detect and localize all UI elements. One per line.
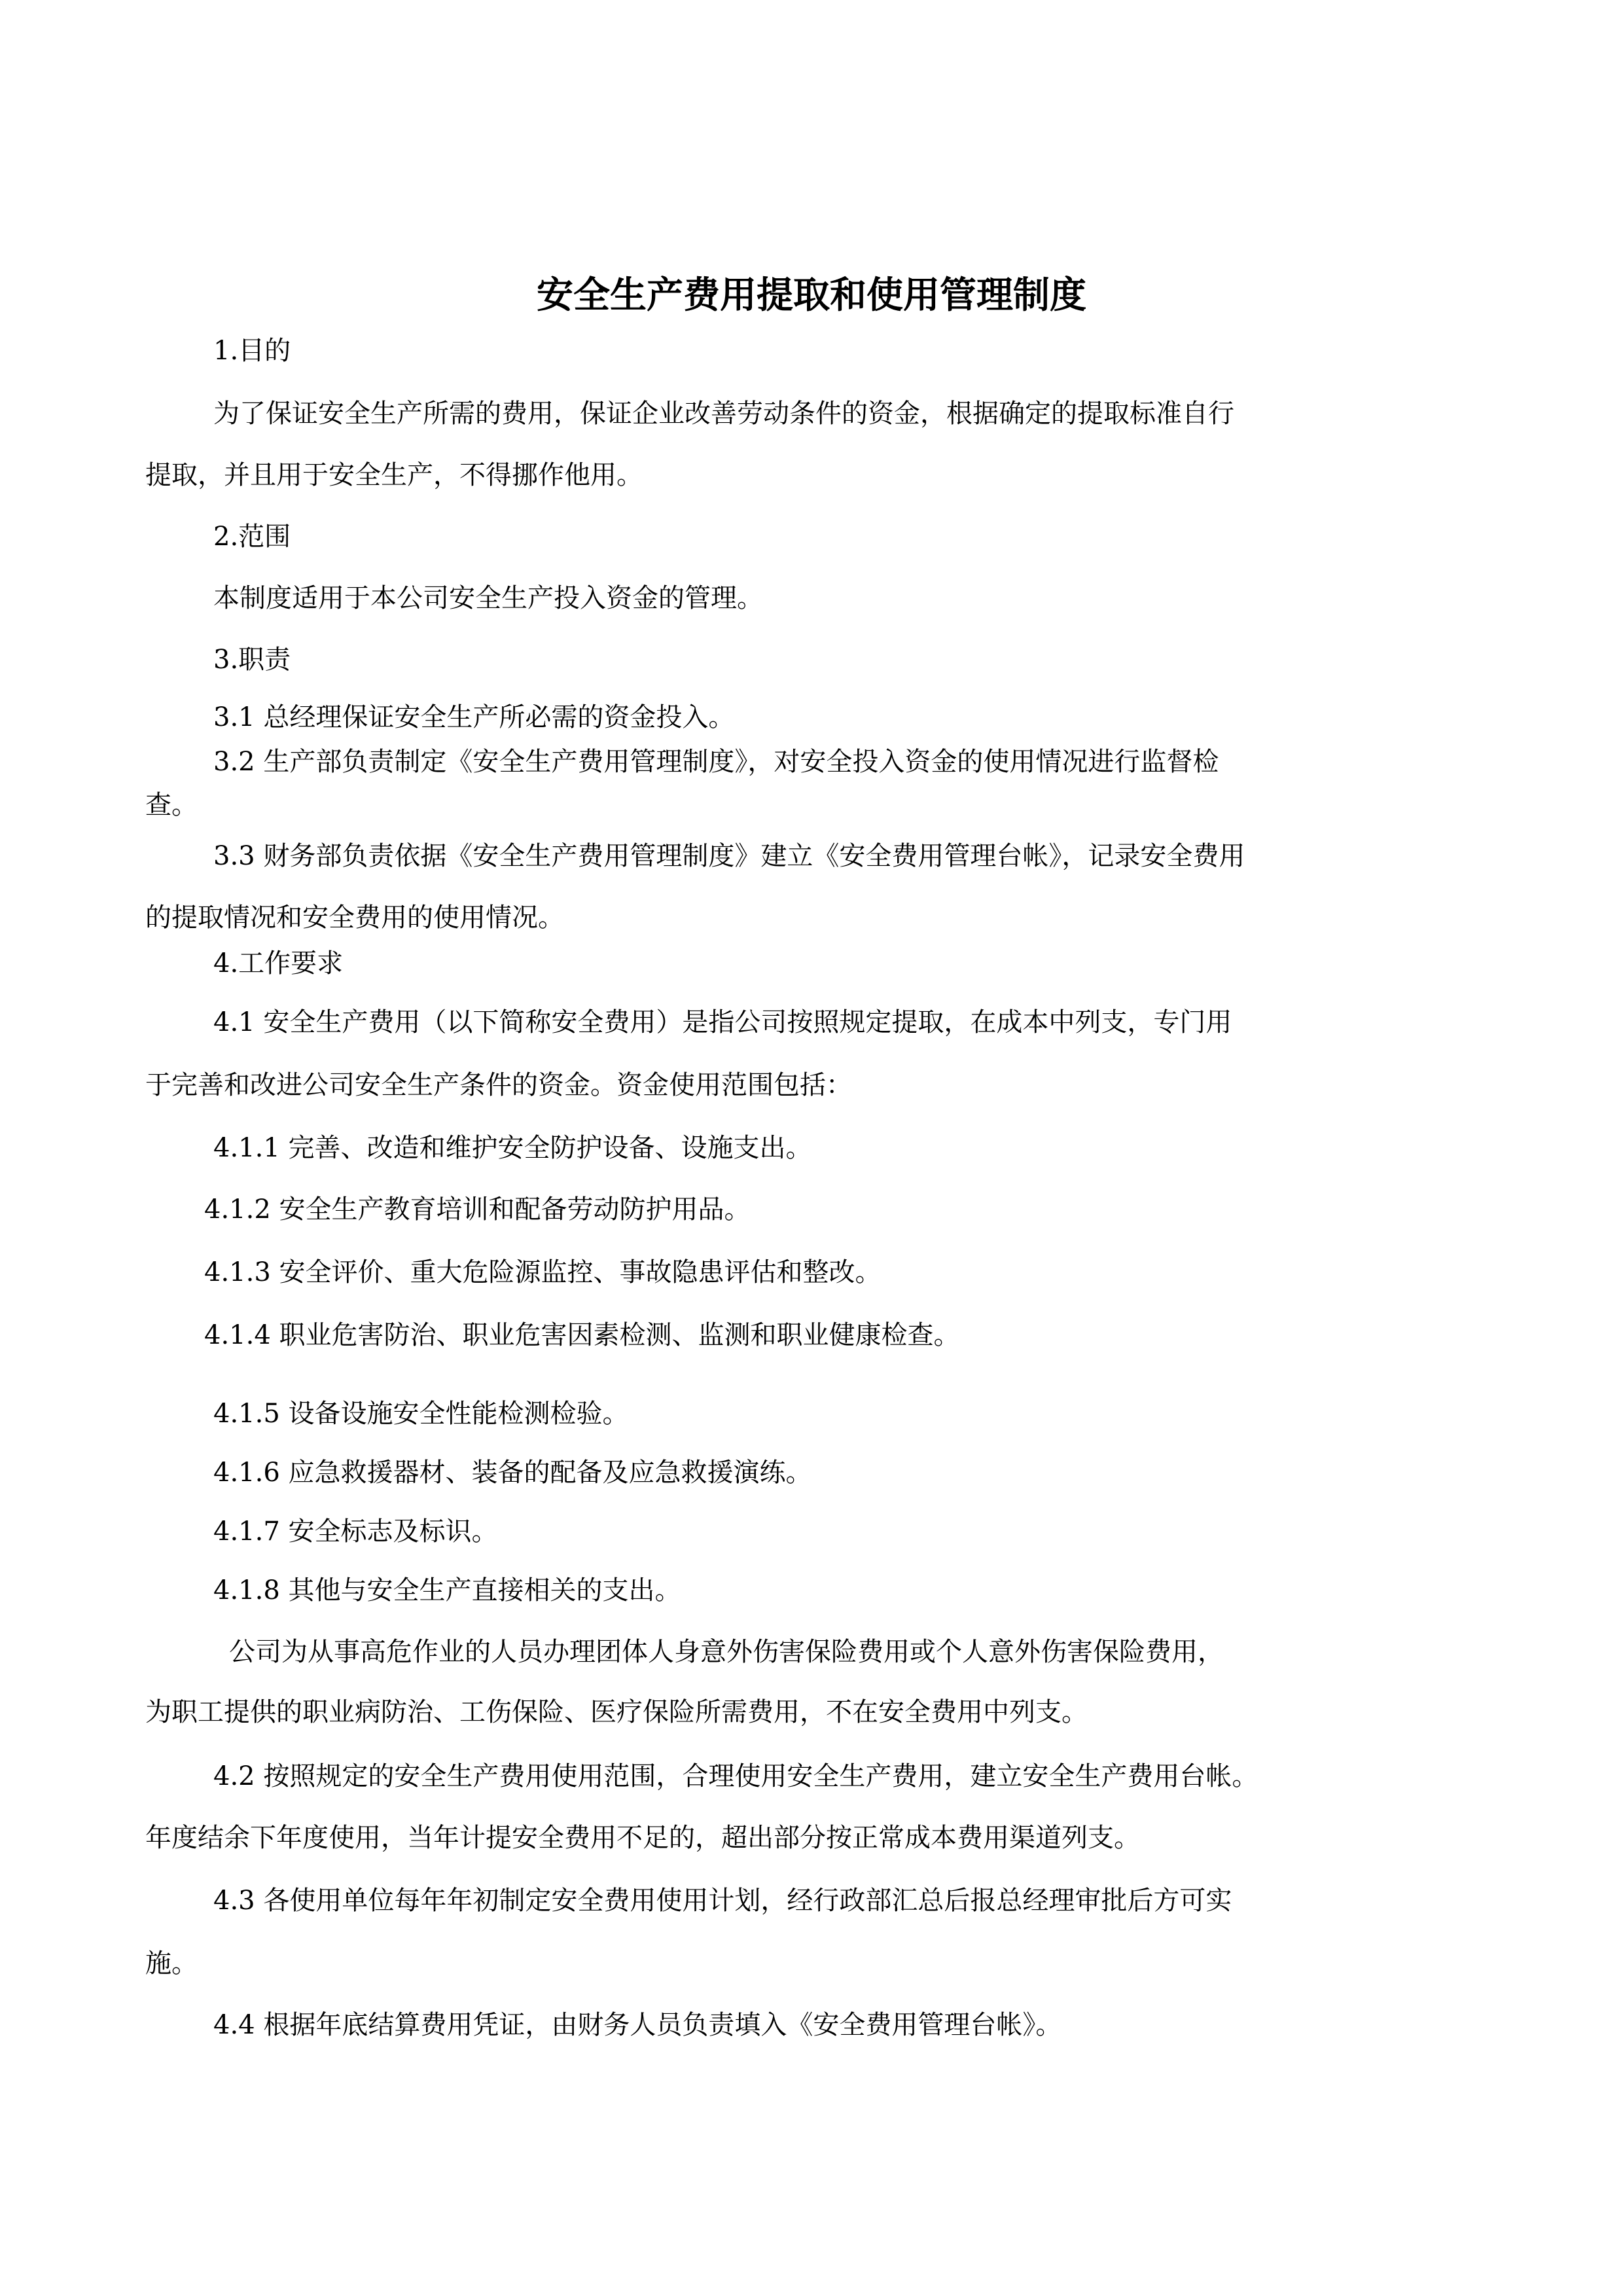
list-item: 4.4 根据年底结算费用凭证，由财务人员负责填入《安全费用管理台帐》。 — [213, 2010, 1062, 2040]
section-heading-scope: 2.范围 — [213, 522, 291, 552]
paragraph-line: 施。 — [145, 1948, 198, 1979]
paragraph-line: 查。 — [145, 790, 198, 820]
section-heading-requirements: 4.工作要求 — [213, 948, 344, 978]
paragraph-line: 提取，并且用于安全生产，不得挪作他用。 — [145, 460, 643, 490]
paragraph-line: 公司为从事高危作业的人员办理团体人身意外伤害保险费用或个人意外伤害保险费用， — [229, 1637, 1224, 1667]
list-item: 4.1.2 安全生产教育培训和配备劳动防护用品。 — [204, 1194, 751, 1225]
list-item: 4.1.4 职业危害防治、职业危害因素检测、监测和职业健康检查。 — [204, 1320, 960, 1350]
list-item: 4.1.8 其他与安全生产直接相关的支出。 — [213, 1575, 681, 1605]
list-item: 3.2 生产部负责制定《安全生产费用管理制度》，对安全投入资金的使用情况进行监督检 — [213, 747, 1219, 777]
list-item: 4.1.5 设备设施安全性能检测检验。 — [213, 1399, 629, 1429]
section-heading-duty: 3.职责 — [213, 645, 291, 675]
paragraph-line: 于完善和改进公司安全生产条件的资金。资金使用范围包括： — [145, 1070, 852, 1100]
paragraph-line: 的提取情况和安全费用的使用情况。 — [145, 903, 564, 933]
list-item: 4.3 各使用单位每年年初制定安全费用使用计划，经行政部汇总后报总经理审批后方可实 — [213, 1886, 1232, 1916]
list-item: 3.1 总经理保证安全生产所必需的资金投入。 — [213, 702, 735, 732]
list-item: 4.1.3 安全评价、重大危险源监控、事故隐患评估和整改。 — [204, 1257, 882, 1287]
list-item: 4.1.7 安全标志及标识。 — [213, 1516, 498, 1547]
page-title: 安全生产费用提取和使用管理制度 — [537, 274, 1086, 317]
paragraph-line: 本制度适用于本公司安全生产投入资金的管理。 — [213, 583, 763, 613]
list-item: 4.1.1 完善、改造和维护安全防护设备、设施支出。 — [213, 1133, 812, 1163]
paragraph-line: 年度结余下年度使用，当年计提安全费用不足的，超出部分按正常成本费用渠道列支。 — [145, 1823, 1140, 1853]
paragraph-line: 为职工提供的职业病防治、工伤保险、医疗保险所需费用，不在安全费用中列支。 — [145, 1697, 1088, 1727]
list-item: 4.1.6 应急救援器材、装备的配备及应急救援演练。 — [213, 1458, 812, 1488]
section-heading-purpose: 1.目的 — [213, 336, 291, 366]
list-item: 3.3 财务部负责依据《安全生产费用管理制度》建立《安全费用管理台帐》，记录安全费用 — [213, 841, 1245, 871]
list-item: 4.1 安全生产费用（以下简称安全费用）是指公司按照规定提取，在成本中列支，专门用 — [213, 1007, 1232, 1037]
list-item: 4.2 按照规定的安全生产费用使用范围，合理使用安全生产费用，建立安全生产费用台帐。 — [213, 1761, 1258, 1791]
paragraph-line: 为了保证安全生产所需的费用，保证企业改善劳动条件的资金，根据确定的提取标准自行 — [213, 399, 1234, 429]
